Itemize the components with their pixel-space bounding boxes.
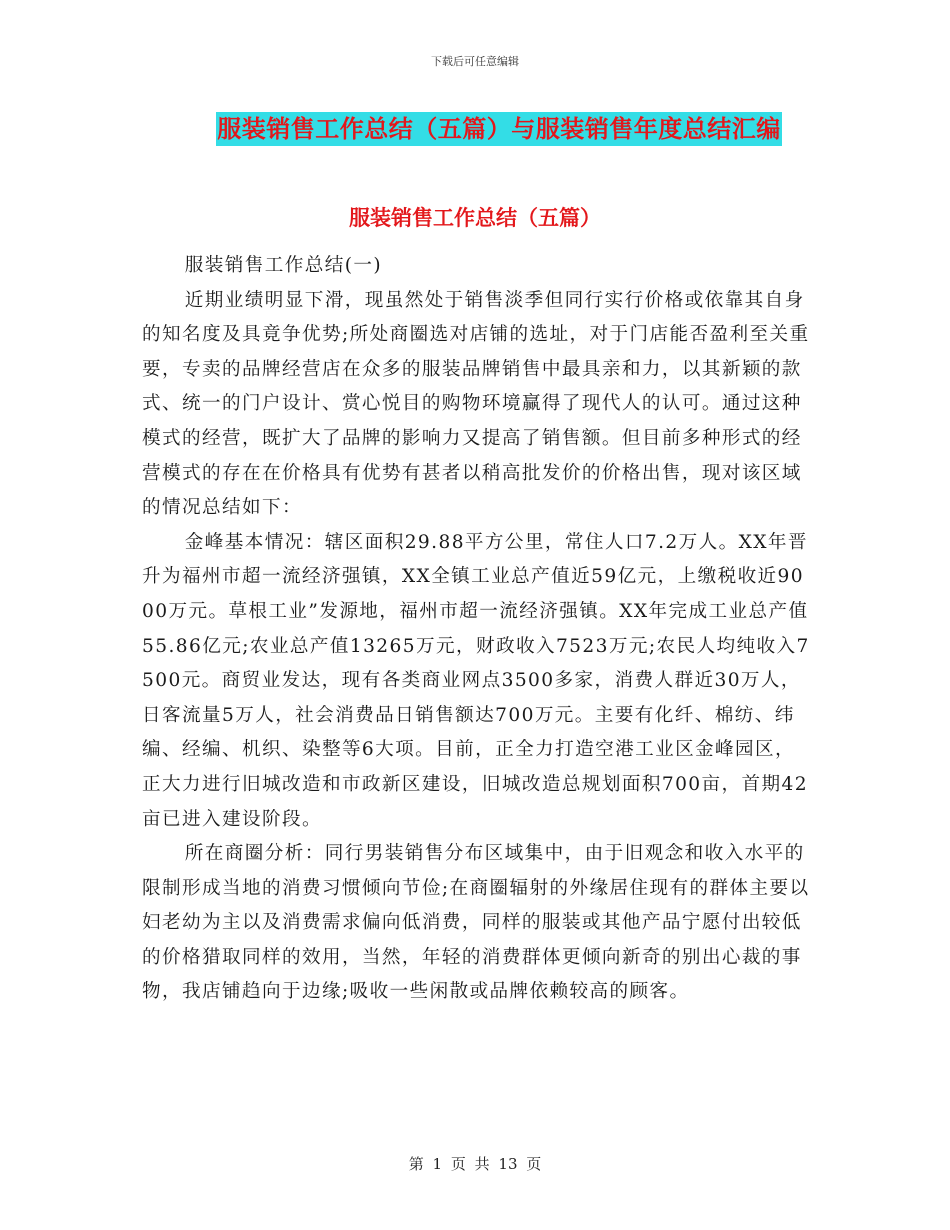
footer-suffix: 页 xyxy=(526,1155,542,1173)
page-header-note: 下载后可任意编辑 xyxy=(431,55,519,68)
footer-total-word: 共 xyxy=(474,1155,490,1173)
section-title: 服装销售工作总结（五篇） xyxy=(349,206,601,230)
footer-page-word: 页 xyxy=(450,1155,466,1173)
document-body xyxy=(142,249,810,1010)
paragraph-jinfeng-overview: 金峰基本情况：辖区面积29.88平方公里，常住人口7.2万人。XX年晋升为福州市超一流经济强镇，XX全镇工业总产值近59亿元，上缴税收近9000万元。草根工业”发源地，福州市超一流经济强镇。XX年完成工业总产值55.86亿元;农业总产值13265万元，财政收入7523万元;农民人均纯收入7500元。商贸业发达，现有各类商业网点3500多家，消费人群近30万人，日客流量5万人，社会消费品日销售额达700万元。主要有化纤、棉纺、纬编、经编、机织、染整等6大项。目前，正全力打造空港工业区金峰园区，正大力进行旧城改造和市政新区建设，旧城改造总规划面积700亩，首期42亩已进入建设阶段。 xyxy=(142,531,810,830)
footer-current-page: 1 xyxy=(432,1155,443,1173)
main-title-container xyxy=(0,112,950,146)
footer-total-pages: 13 xyxy=(498,1155,518,1173)
footer-prefix: 第 xyxy=(408,1155,424,1173)
paragraph-heading: 服装销售工作总结(一) xyxy=(184,255,383,276)
paragraph-intro: 近期业绩明显下滑，现虽然处于销售淡季但同行实行价格或依靠其自身的知名度及具竟争优势;所处商圈选对店铺的选址，对于门店能否盈利至关重要，专卖的品牌经营店在众多的服装品牌销售中最具亲和力，以其新颖的款式、统一的门户设计、赏心悦目的购物环境赢得了现代人的认可。通过这种模式的经营，既扩大了品牌的影响力又提高了销售额。但目前多种形式的经营模式的存在在价格具有优势有甚者以稍高批发价的价格出售，现对该区域的情况总结如下： xyxy=(142,289,810,519)
main-title: 服装销售工作总结（五篇）与服装销售年度总结汇编 xyxy=(216,112,782,146)
paragraph-market-analysis: 所在商圈分析：同行男装销售分布区域集中，由于旧观念和收入水平的限制形成当地的消费习惯倾向节俭;在商圈辐射的外缘居住现有的群体主要以妇老幼为主以及消费需求偏向低消费，同样的服装或其他产品宁愿付出较低的价格猎取同样的效用，当然，年轻的消费群体更倾向新奇的别出心裁的事物，我店铺趋向于边缘;吸收一些闲散或品牌依赖较高的顾客。 xyxy=(142,843,810,1003)
page-footer xyxy=(0,1153,950,1174)
